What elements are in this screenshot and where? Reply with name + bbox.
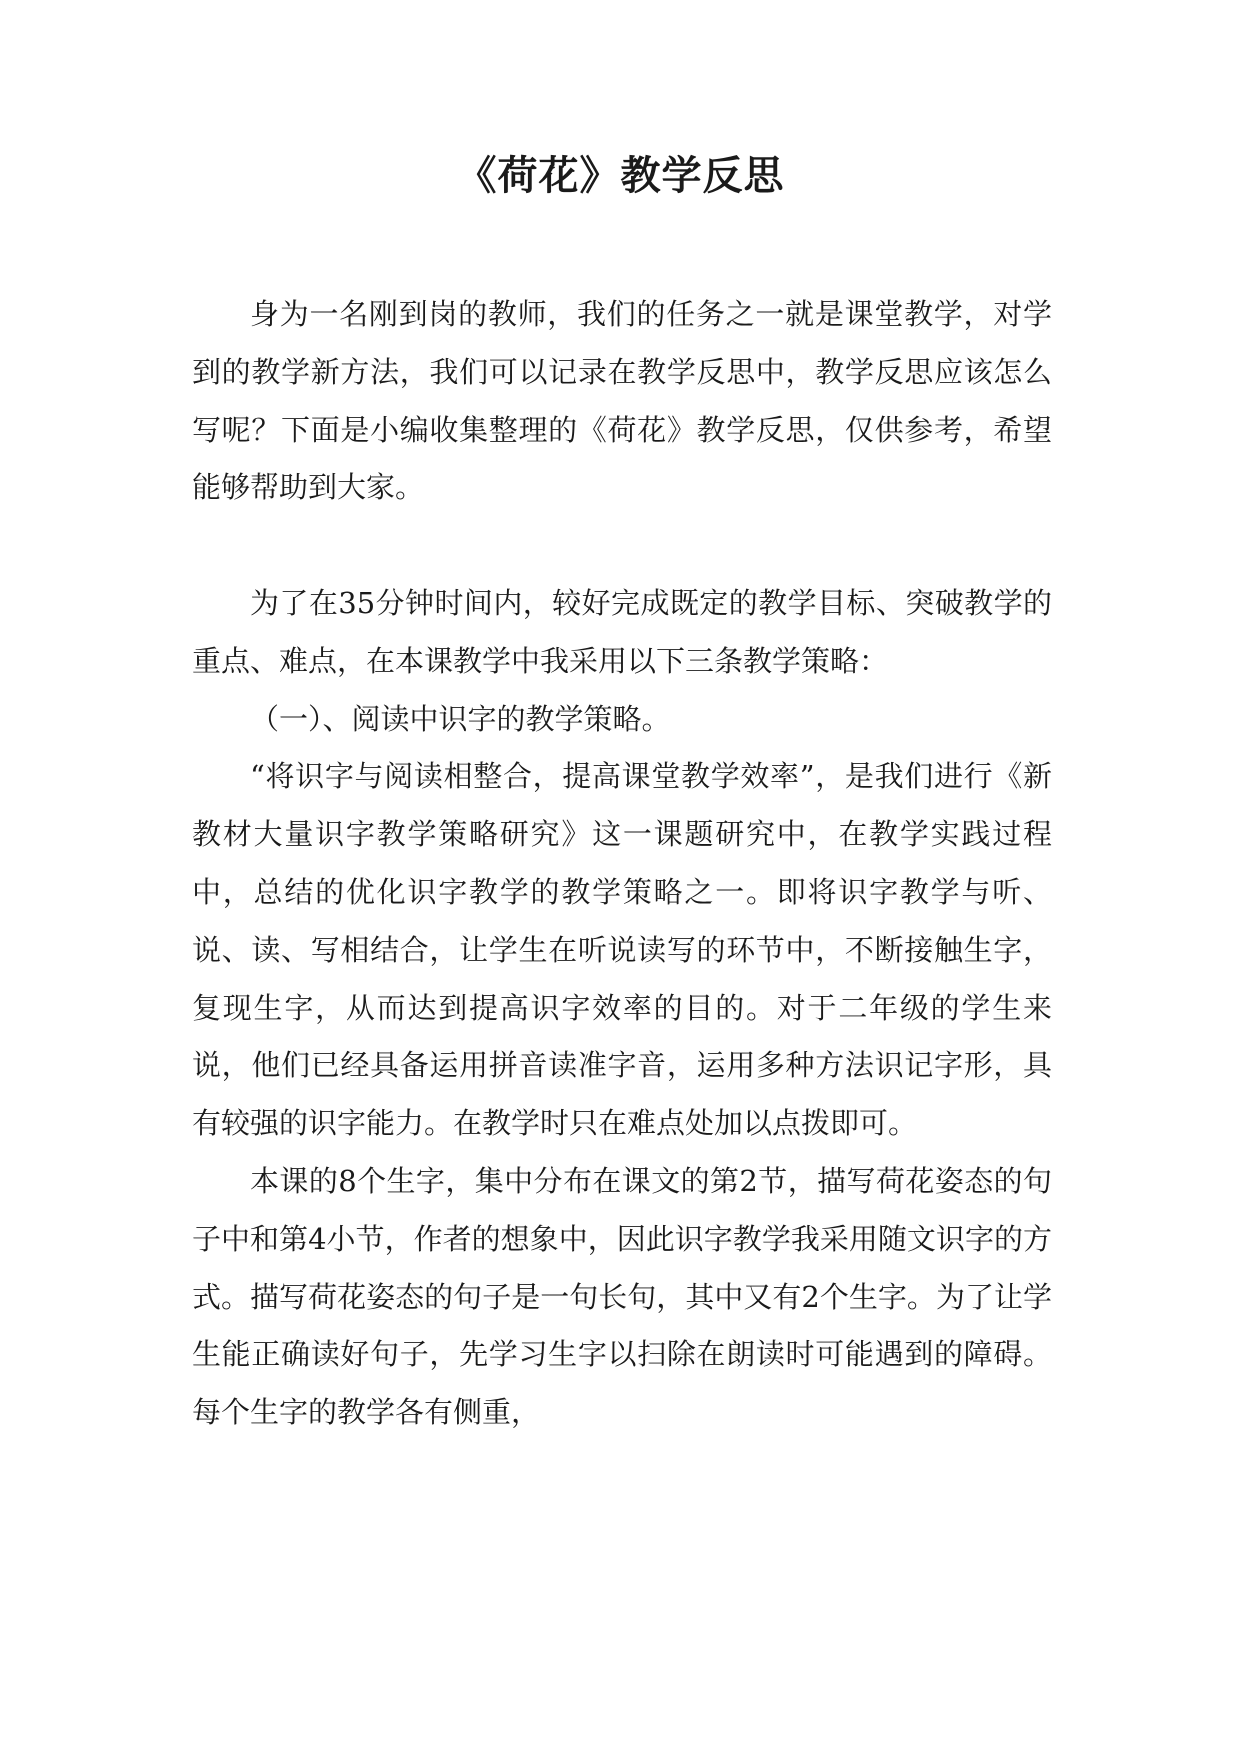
document-title: 《荷花》教学反思 bbox=[456, 153, 785, 199]
section-heading-1: （一）、阅读中识字的教学策略。 bbox=[250, 701, 671, 736]
paragraph-literacy-integration: “将识字与阅读相整合，提高课堂教学效率”，是我们进行《新教材大量识字教学策略研究》这一课题研究中，在教学实践过程中，总结的优化识字教学的教学策略之一。即将识字教学与听、说、读、写相结合，让学生在听说读写的环节中，不断接触生字，复现生字，从而达到提高识字效率的目的。对于二年级的学生来说，他们已经具备运用拼音读准字音，运用多种方法识记字形，具有较强的识字能力。在教学时只在难点处加以点拨即可。 bbox=[192, 759, 1052, 1141]
paragraph-lesson-characters: 本课的8个生字，集中分布在课文的第2节，描写荷花姿态的句子中和第4小节，作者的想象中，因此识字教学我采用随文识字的方式。描写荷花姿态的句子是一句长句，其中又有2个生字。为了让学生能正确读好句子，先学习生字以扫除在朗读时可能遇到的障碍。每个生字的教学各有侧重， bbox=[192, 1163, 1052, 1430]
document-body bbox=[192, 286, 1052, 1442]
paragraph-intro: 身为一名刚到岗的教师，我们的任务之一就是课堂教学，对学到的教学新方法，我们可以记录在教学反思中，教学反思应该怎么写呢？下面是小编收集整理的《荷花》教学反思，仅供参考，希望能够帮助到大家。 bbox=[192, 297, 1052, 505]
paragraph-strategy-overview: 为了在35分钟时间内，较好完成既定的教学目标、突破教学的重点、难点，在本课教学中我采用以下三条教学策略： bbox=[192, 585, 1052, 678]
